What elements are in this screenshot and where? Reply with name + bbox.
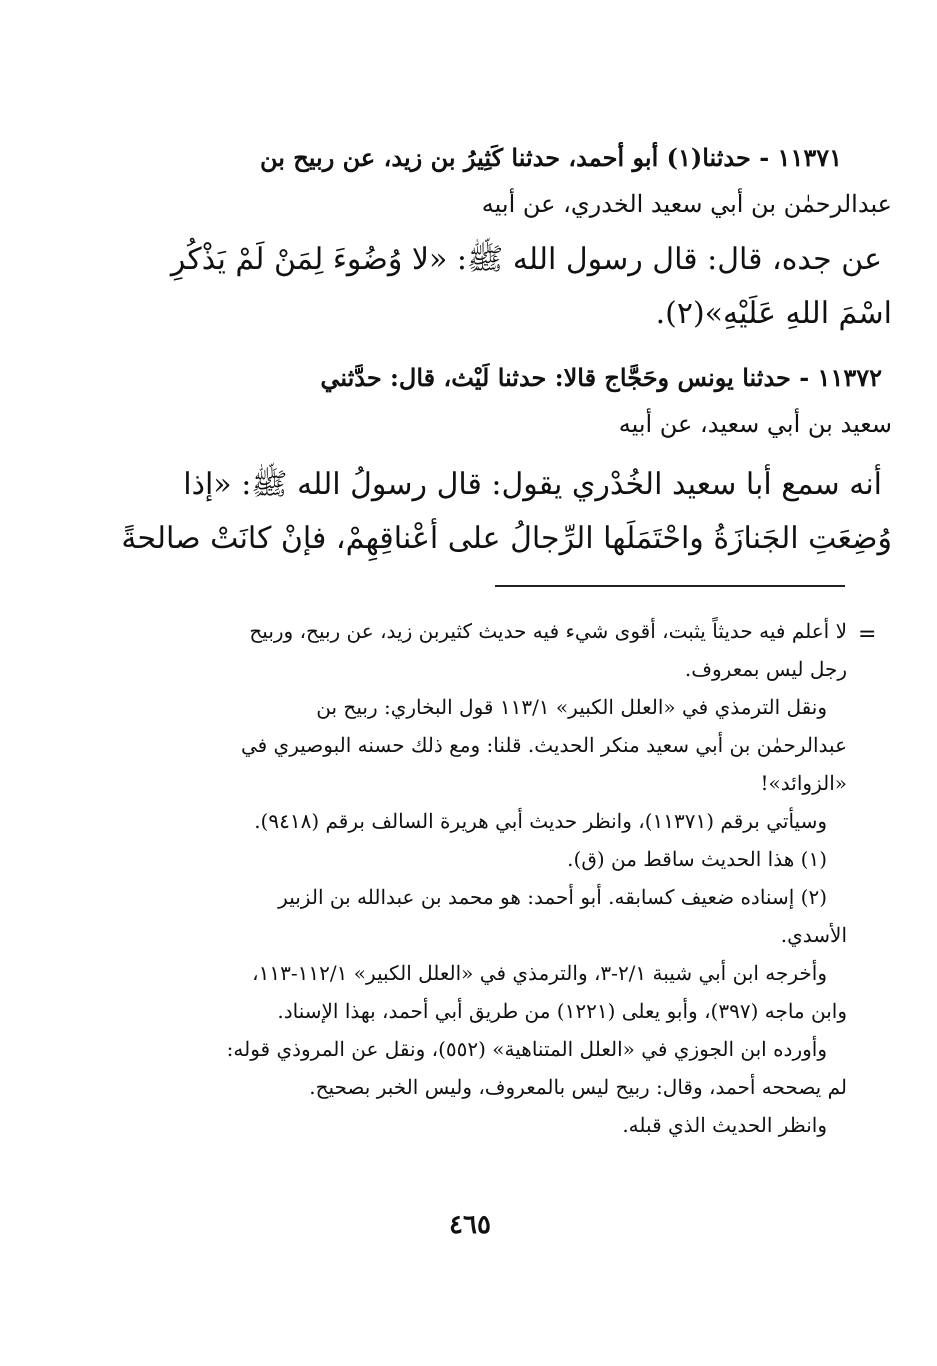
hadith-11372-isnad <box>142 355 892 447</box>
hadith-11371-isnad <box>142 135 892 227</box>
footnote-line: وانظر الحديث الذي قبله. <box>622 1113 827 1137</box>
footnote-line: ونقل الترمذي في «العلل الكبير» ١١٣/١ قول البخاري: ربيح بن <box>316 695 827 719</box>
hadith-11372-matn <box>121 458 892 566</box>
hadith-11372-matn-line-2: وُضِعَتِ الجَنازَةُ واحْتَمَلَها الرِّجالُ على أعْناقِهِمْ، فإنْ كانَتْ صالحةً <box>121 521 892 556</box>
hadith-11371-matn-line-1: عن جده، قال: قال رسول الله ﷺ: «لا وُضُوءَ لِمَنْ لَمْ يَذْكُرِ <box>170 242 882 277</box>
footnote-line: «الزوائد»! <box>760 771 847 795</box>
hadith-11371-matn <box>142 233 892 341</box>
footnotes <box>137 612 847 1144</box>
footnote-line: عبدالرحمٰن بن أبي سعيد منكر الحديث. قلنا: ومع ذلك حسنه البوصيري في <box>240 733 847 757</box>
continuation-mark: = <box>858 622 877 647</box>
footnote-line: لم يصححه أحمد، وقال: ربيح ليس بالمعروف، وليس الخبر بصحيح. <box>309 1075 847 1099</box>
page-number: ٤٦٥ <box>449 1210 491 1240</box>
footnote-line: وأورده ابن الجوزي في «العلل المتناهية» (٥٥٢)، ونقل عن المروذي قوله: <box>226 1037 827 1061</box>
footnote-line: الأسدي. <box>780 923 847 947</box>
hadith-11371-isnad-line-2: عبدالرحمٰن بن أبي سعيد الخدري، عن أبيه <box>481 190 892 218</box>
footnote-line: وابن ماجه (٣٩٧)، وأبو يعلى (١٢٢١) من طريق أبي أحمد، بهذا الإسناد. <box>277 999 847 1023</box>
hadith-11372-matn-line-1: أنه سمع أبا سعيد الخُدْري يقول: قال رسولُ الله ﷺ: «إذا <box>183 467 882 502</box>
footnote-line: وسيأتي برقم (١١٣٧١)، وانظر حديث أبي هريرة السالف برقم (٩٤١٨). <box>254 809 827 833</box>
footnote-separator <box>495 585 845 587</box>
hadith-11372-isnad-line-2: سعيد بن أبي سعيد، عن أبيه <box>618 410 892 438</box>
footnote-line: وأخرجه ابن أبي شيبة ٢/١-٣، والترمذي في «العلل الكبير» ١١٢/١-١١٣، <box>252 961 827 985</box>
footnote-line: (١) هذا الحديث ساقط من (ق). <box>567 847 827 871</box>
hadith-11371-isnad-line-1: ١١٣٧١ - حدثنا(١) أبو أحمد، حدثنا كَثِيرُ بن زيد، عن ربيح بن <box>260 143 842 172</box>
footnote-line: لا أعلم فيه حديثاً يثبت، أقوى شيء فيه حديث كثيربن زيد، عن ربيح، وربيح <box>249 619 847 643</box>
footnote-line: رجل ليس بمعروف. <box>684 657 847 681</box>
footnote-line: (٢) إسناده ضعيف كسابقه. أبو أحمد: هو محمد بن عبدالله بن الزبير <box>278 885 827 909</box>
hadith-11371-matn-line-2: اسْمَ اللهِ عَلَيْهِ»(٢). <box>655 296 892 331</box>
hadith-11372-isnad-line-1: ١١٣٧٢ - حدثنا يونس وحَجَّاج قالا: حدثنا لَيْث، قال: حدَّثني <box>320 363 882 392</box>
